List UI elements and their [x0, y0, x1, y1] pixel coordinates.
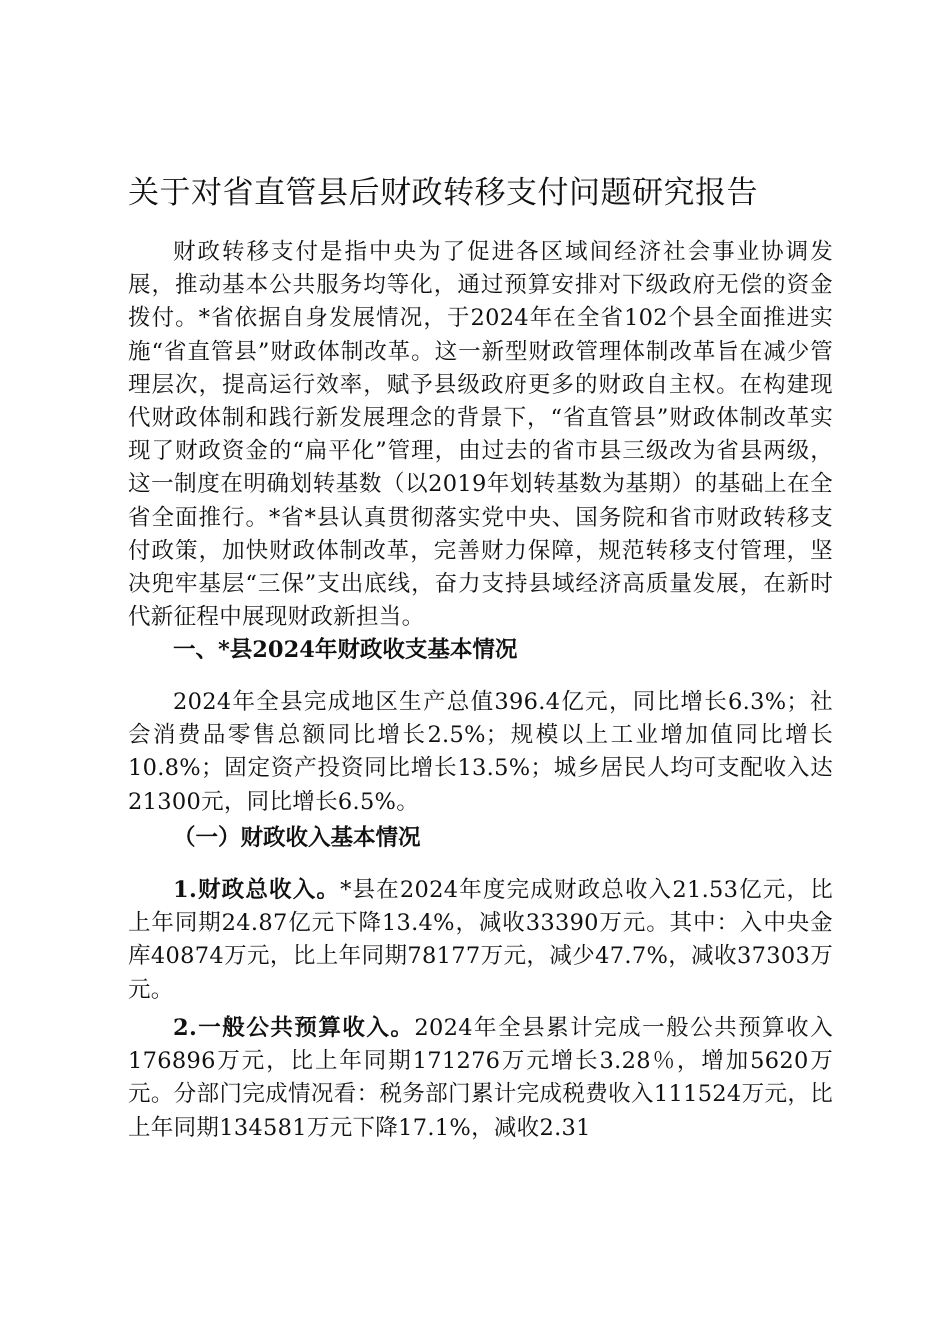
total-revenue-text: *县在2024年度完成财政总收入21.53亿元，比上年同期24.87亿元下降13.4%，减收33390万元。其中：入中央金库40874万元，比上年同期78177万元，减少47.7%，减收37303万元。 [128, 877, 833, 1003]
total-revenue-paragraph [128, 874, 833, 1007]
economy-paragraph: 2024年全县完成地区生产总值396.4亿元，同比增长6.3%；社会消费品零售总额同比增长2.5%；规模以上工业增加值同比增长10.8%；固定资产投资同比增长13.5%；城乡居民人均可支配收入达21300元，同比增长6.5%。 [128, 689, 833, 815]
general-budget-revenue-lead: 2.一般公共预算收入。 [173, 1015, 415, 1041]
general-budget-revenue-text: 2024年全县累计完成一般公共预算收入176896万元，比上年同期171276万元增长3.28％，增加5620万元。分部门完成情况看：税务部门累计完成税费收入111524万元，比上年同期134581万元下降17.1%，减收2.31 [128, 1015, 833, 1141]
general-budget-revenue-paragraph [128, 1012, 833, 1145]
subsection-heading-1-1: （一）财政收入基本情况 [173, 825, 421, 851]
intro-paragraph: 财政转移支付是指中央为了促进各区域间经济社会事业协调发展，推动基本公共服务均等化，通过预算安排对下级政府无偿的资金拨付。*省依据自身发展情况，于2024年在全省102个县全面推进实施“省直管县”财政体制改革。这一新型财政管理体制改革旨在减少管理层次，提高运行效率，赋予县级政府更多的财政自主权。在构建现代财政体制和践行新发展理念的背景下，“省直管县”财政体制改革实现了财政资金的“扁平化”管理，由过去的省市县三级改为省县两级，这一制度在明确划转基数（以2019年划转基数为基期）的基础上在全省全面推行。*省*县认真贯彻落实党中央、国务院和省市财政转移支付政策，加快财政体制改革，完善财力保障，规范转移支付管理，坚决兜牢基层“三保”支出底线，奋力支持县域经济高质量发展，在新时代新征程中展现财政新担当。 [128, 239, 833, 631]
total-revenue-lead: 1.财政总收入。 [173, 877, 341, 903]
document-title: 关于对省直管县后财政转移支付问题研究报告 [128, 175, 758, 211]
section-heading-1: 一、*县2024年财政收支基本情况 [173, 637, 518, 663]
